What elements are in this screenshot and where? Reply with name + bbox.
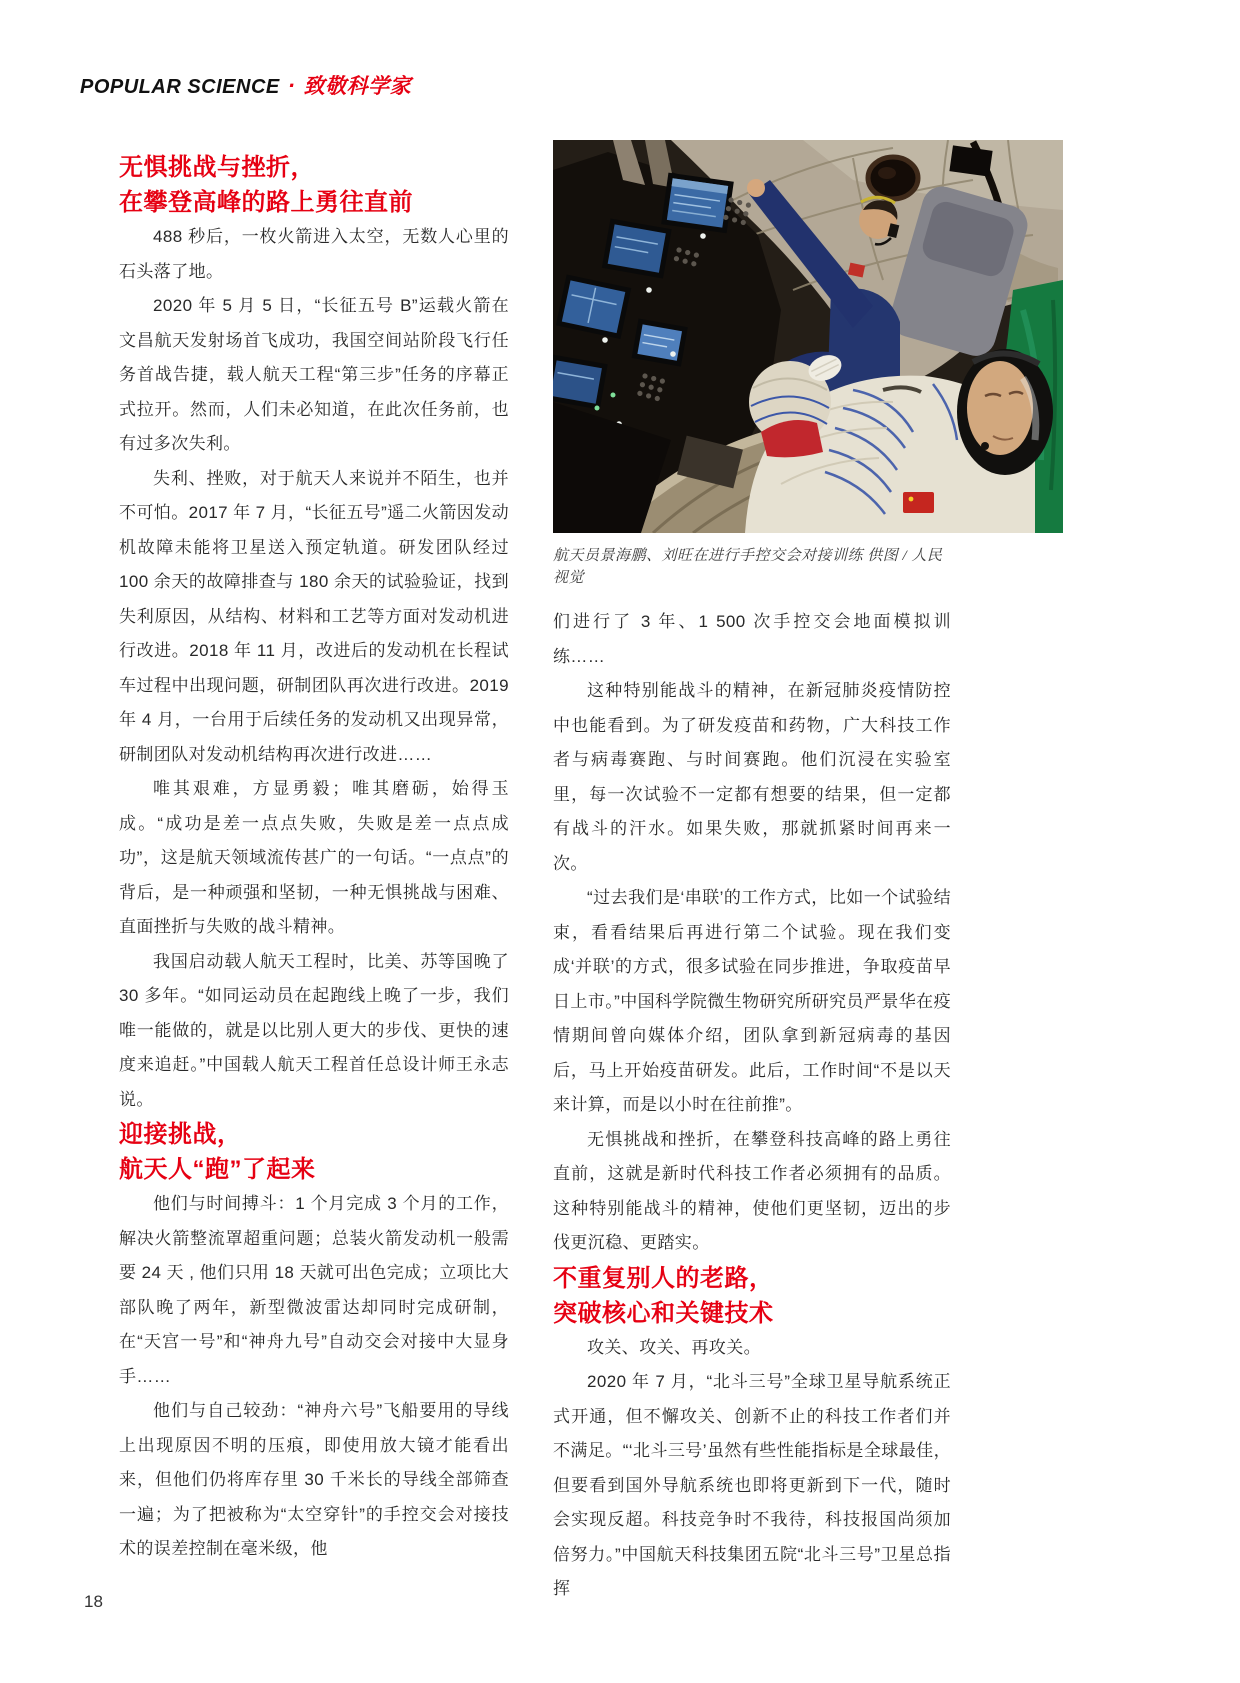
body-paragraph: 唯其艰难，方显勇毅；唯其磨砺，始得玉成。“成功是差一点点失败，失败是差一点点成功”，这是航天领域流传甚广的一句话。“一点点”的背后，是一种顽强和坚韧，一种无惧挑战与困难、直面挫折与失败的战斗精神。 bbox=[119, 779, 509, 936]
article-photo bbox=[553, 140, 1063, 533]
heading-line: 无惧挑战与挫折， bbox=[119, 154, 315, 181]
body-paragraph: 失利、挫败，对于航天人来说并不陌生，也并不可怕。2017 年 7 月，“长征五号”遥二火箭因发动机故障未能将卫星送入预定轨道。研发团队经过 100 余天的故障排查与 180 余天的试验验证，找到失利原因，从结构、材料和工艺等方面对发动机进行改进。2018 年 11 月，改进后的发动机在长程试车过程中出现问题，研制团队再次进行改进。2019 年 4 月，一台用于后续任务的发动机又出现异常，研制团队对发动机结构再次进行改进…… bbox=[119, 468, 509, 764]
left-column bbox=[119, 150, 509, 1567]
body-paragraph: 这种特别能战斗的精神，在新冠肺炎疫情防控中也能看到。为了研发疫苗和药物，广大科技工作者与病毒赛跑、与时间赛跑。他们沉浸在实验室里，每一次试验不一定都有想要的结果，但一定都有战斗的汗水。如果失败，那就抓紧时间再来一次。 bbox=[553, 681, 951, 873]
masthead-dot-separator: · bbox=[287, 73, 296, 98]
body-paragraph: 他们与时间搏斗：1 个月完成 3 个月的工作，解决火箭整流罩超重问题；总装火箭发动机一般需要 24 天 , 他们只用 18 天就可出色完成；立项比大部队晚了两年，新型微波雷达却同时完成研制，在“天宫一号”和“神舟九号”自动交会对接中大显身手…… bbox=[119, 1194, 509, 1386]
body-paragraph: 488 秒后，一枚火箭进入太空，无数人心里的石头落了地。 bbox=[119, 227, 509, 281]
heading-line: 突破核心和关键技术 bbox=[553, 1299, 774, 1327]
body-paragraph: 我国启动载人航天工程时，比美、苏等国晚了 30 多年。“如同运动员在起跑线上晚了一步，我们唯一能做的，就是以比别人更大的步伐、更快的速度来追赶。”中国载人航天工程首任总设计师王永志说。 bbox=[119, 951, 509, 1109]
body-paragraph: 们进行了 3 年、1 500 次手控交会地面模拟训练…… bbox=[553, 612, 951, 666]
brand-title: POPULAR SCIENCE bbox=[80, 76, 280, 98]
body-paragraph: 无惧挑战和挫折，在攀登科技高峰的路上勇往直前，这就是新时代科技工作者必须拥有的品质。这种特别能战斗的精神，使他们更坚韧，迈出的步伐更沉稳、更踏实。 bbox=[553, 1129, 951, 1252]
photo-helmet bbox=[957, 349, 1053, 475]
section-title: 致敬科学家 bbox=[303, 75, 412, 98]
heading-line: 不重复别人的老路， bbox=[553, 1264, 774, 1292]
page-number: 18 bbox=[84, 1592, 103, 1611]
photo-flag-patch bbox=[903, 492, 934, 513]
section-heading-2 bbox=[119, 1117, 509, 1187]
photo-illustration bbox=[553, 140, 1063, 533]
body-paragraph: 他们与自己较劲：“神舟六号”飞船要用的导线上出现原因不明的压痕，即使用放大镜才能看出来，但他们仍将库存里 30 千米长的导线全部筛查一遍；为了把被称为“太空穿针”的手控交会对接技术的误差控制在毫米级，他 bbox=[119, 1401, 509, 1558]
photo-caption: 航天员景海鹏、刘旺在进行手控交会对接训练 供图 / 人民视觉 bbox=[553, 548, 943, 586]
section-heading-3 bbox=[553, 1261, 951, 1331]
right-column bbox=[553, 140, 951, 1607]
section-heading-1 bbox=[119, 150, 509, 220]
body-paragraph: 2020 年 7 月，“北斗三号”全球卫星导航系统正式开通，但不懈攻关、创新不止的科技工作者们并不满足。“‘北斗三号’虽然有些性能指标是全球最佳，但要看到国外导航系统也即将更新到下一代，随时会实现反超。科技竞争时不我待，科技报国尚须加倍努力。”中国航天科技集团五院“北斗三号”卫星总指挥 bbox=[553, 1372, 951, 1598]
photo-hand bbox=[747, 179, 765, 197]
photo-white-astronaut bbox=[745, 349, 1053, 533]
heading-line: 航天人“跑”了起来 bbox=[119, 1156, 316, 1183]
magazine-masthead bbox=[80, 70, 411, 100]
body-paragraph: “过去我们是‘串联’的工作方式，比如一个试验结束，看看结果后再进行第二个试验。现在我们变成‘并联’的方式，很多试验在同步推进，争取疫苗早日上市。”中国科学院微生物研究所研究员严景华在疫情期间曾向媒体介绍，团队拿到新冠病毒的基因后，马上开始疫苗研发。此后，工作时间“不是以天来计算，而是以小时在往前推”。 bbox=[553, 888, 951, 1114]
photo-porthole-icon bbox=[868, 157, 918, 199]
heading-line: 迎接挑战， bbox=[119, 1121, 242, 1148]
heading-line: 在攀登高峰的路上勇往直前 bbox=[119, 189, 413, 216]
body-paragraph: 2020 年 5 月 5 日，“长征五号 B”运载火箭在文昌航天发射场首飞成功，我国空间站阶段飞行任务首战告捷，载人航天工程“第三步”任务的序幕正式拉开。然而，人们未必知道，在此次任务前，也有过多次失利。 bbox=[119, 296, 509, 453]
body-paragraph: 攻关、攻关、再攻关。 bbox=[587, 1337, 761, 1357]
